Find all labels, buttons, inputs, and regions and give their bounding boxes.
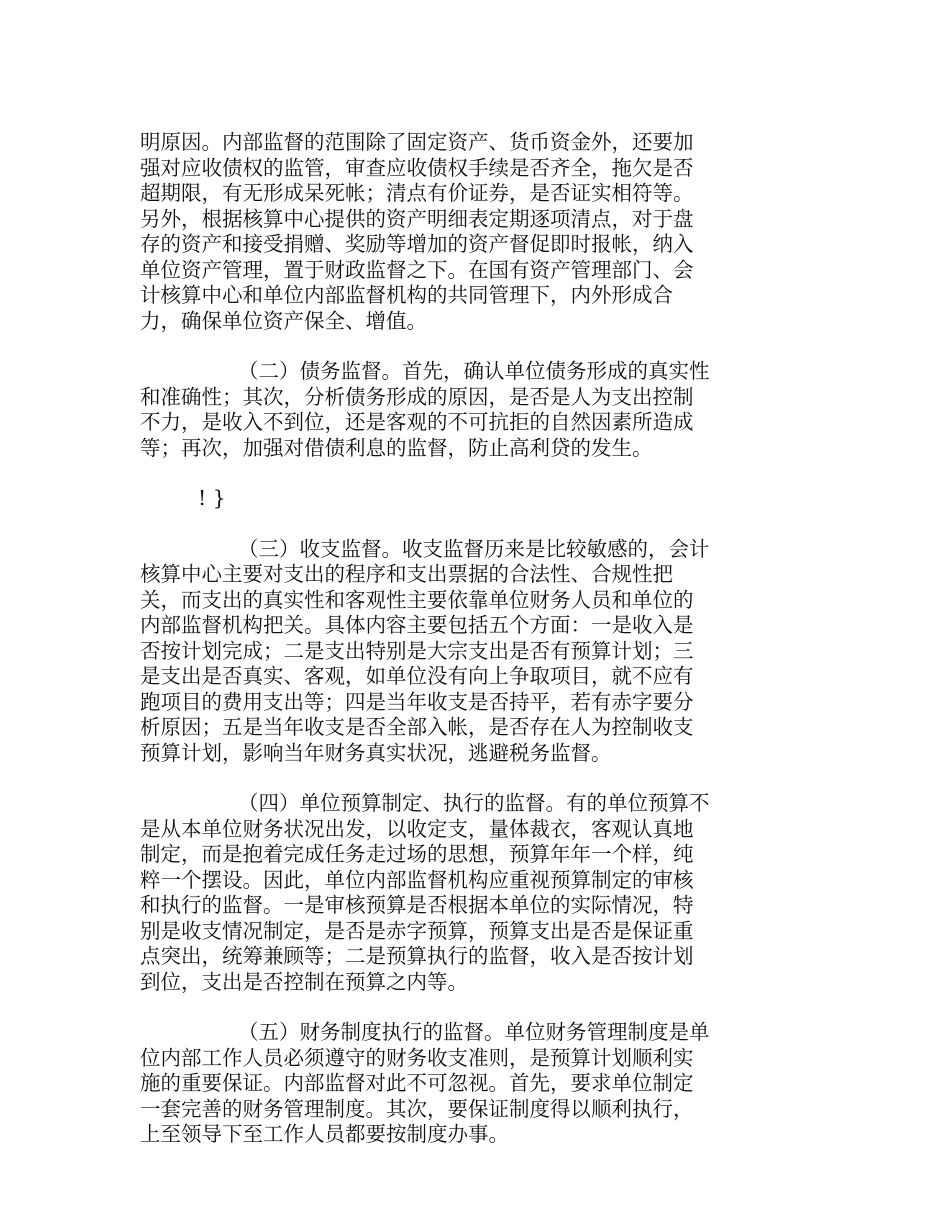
text-line: ! } [198, 486, 226, 510]
text-line: 不力，是收入不到位，还是客观的不可抗拒的自然因素所造成 [140, 410, 694, 434]
text-line: 施的重要保证。内部监督对此不可忽视。首先，要求单位制定 [140, 1071, 694, 1095]
paragraph [140, 359, 740, 461]
text-line: 和准确性；其次，分析债务形成的原因，是否是人为支出控制 [140, 384, 694, 409]
text-line: 明原因。内部监督的范围除了固定资产、货币资金外，还要加 [140, 130, 694, 154]
text-line: （五）财务制度执行的监督。单位财务管理制度是单 [238, 1020, 710, 1044]
text-line: 否按计划完成；二是支出特别是大宗支出是否有预算计划；三 [140, 638, 694, 663]
text-line: 核算中心主要对支出的程序和支出票据的合法性、合规性把 [140, 562, 673, 586]
text-line: 粹一个摆设。因此，单位内部监督机构应重视预算制定的审核 [140, 867, 694, 892]
margin-marker [140, 486, 740, 512]
text-line: （四）单位预算制定、执行的监督。有的单位预算不 [238, 791, 710, 815]
text-line: 和执行的监督。一是审核预算是否根据本单位的实际情况，特 [140, 893, 694, 917]
text-line: 存的资产和接受捐赠、奖励等增加的资产督促即时报帐，纳入 [140, 232, 694, 256]
text-line: 位内部工作人员必须遵守的财务收支准则，是预算计划顺利实 [140, 1045, 694, 1070]
text-line: （三）收支监督。收支监督历来是比较敏感的，会计 [238, 536, 710, 561]
text-line: （二）债务监督。首先，确认单位债务形成的真实性 [238, 359, 710, 383]
text-line: 一套完善的财务管理制度。其次，要保证制度得以顺利执行， [140, 1096, 694, 1121]
text-line: 预算计划，影响当年财务真实状况，逃避税务监督。 [140, 740, 612, 765]
text-line: 关，而支出的真实性和客观性主要依靠单位财务人员和单位的 [140, 587, 694, 612]
text-line: 制定，而是抱着完成任务走过场的思想，预算年年一个样，纯 [140, 842, 694, 866]
paragraph [140, 791, 740, 995]
text-line: 到位，支出是否控制在预算之内等。 [140, 969, 468, 994]
paragraph [140, 130, 740, 334]
text-line: 计核算中心和单位内部监督机构的共同管理下，内外形成合 [140, 283, 673, 307]
text-line: 等；再次，加强对借债利息的监督，防止高利贷的发生。 [140, 435, 653, 460]
text-line: 另外，根据核算中心提供的资产明细表定期逐项清点，对于盘 [140, 206, 694, 231]
text-line: 内部监督机构把关。具体内容主要包括五个方面：一是收入是 [140, 613, 694, 637]
text-line: 是从本单位财务状况出发，以收定支，量体裁衣，客观认真地 [140, 816, 694, 841]
document-body [140, 130, 740, 1173]
text-line: 跑项目的费用支出等；四是当年收支是否持平，若有赤字要分 [140, 689, 694, 714]
text-line: 是支出是否真实、客观，如单位没有向上争取项目，就不应有 [140, 664, 694, 688]
text-line: 析原因；五是当年收支是否全部入帐，是否存在人为控制收支 [140, 715, 694, 739]
text-line: 力，确保单位资产保全、增值。 [140, 308, 427, 333]
text-line: 超期限，有无形成呆死帐；清点有价证券，是否证实相符等。 [140, 181, 694, 205]
text-line: 别是收支情况制定，是否是赤字预算，预算支出是否是保证重 [140, 918, 694, 943]
text-line: 单位资产管理，置于财政监督之下。在国有资产管理部门、会 [140, 257, 694, 282]
text-line: 强对应收债权的监管，审查应收债权手续是否齐全，拖欠是否 [140, 155, 694, 180]
paragraph [140, 1020, 740, 1148]
text-line: 点突出，统筹兼顾等；二是预算执行的监督，收入是否按计划 [140, 944, 694, 968]
text-line: 上至领导下至工作人员都要按制度办事。 [140, 1122, 509, 1146]
paragraph [140, 537, 740, 767]
